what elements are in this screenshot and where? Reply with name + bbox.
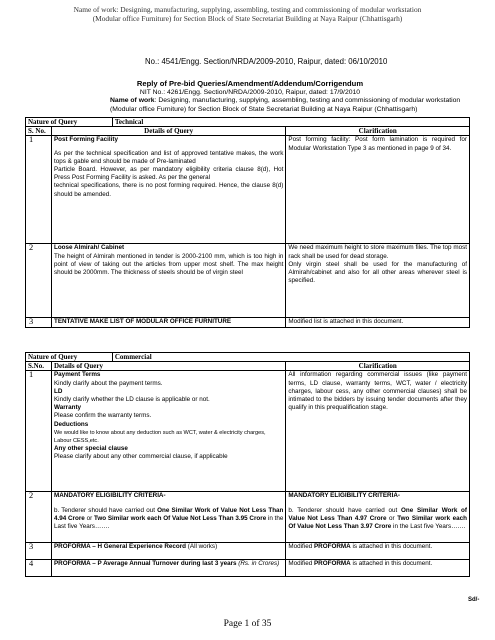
page-number: Page 1 of 35: [223, 619, 272, 629]
query-title: Payment Terms: [53, 371, 101, 379]
technical-query-table: [25, 117, 470, 328]
text-run: Two Similar work each Of Value Not Less Than 3.95 Crore: [93, 514, 267, 522]
commercial-query-table: [25, 352, 470, 577]
signature: Sd/-: [468, 597, 480, 603]
header-line-1: Name of work: Designing, manufacturing, supplying, assembling, testing and commissioning of modular workstation: [73, 5, 422, 14]
query-details: [51, 244, 285, 318]
col-details: Details of Query: [51, 362, 285, 371]
clarification: Modified list is attached in this document.: [286, 318, 470, 327]
text-run: b. Tenderer should have carried out: [53, 506, 158, 514]
query-subtitle: (All works): [186, 543, 218, 551]
query-text: As per the technical specification and list of approved tentative makes, the work tops & gable end should be made of Pre-laminated: [53, 149, 284, 165]
query-details: [51, 492, 285, 543]
query-title: PROFORMA – P Average Annual Turnover during last 3 years: [53, 560, 237, 568]
query-text: [54, 507, 283, 532]
query-subtitle: (Rs. in Crores): [236, 560, 280, 568]
clarification: Post forming facility: Post form lamination is required for Modular Workstation Type 3 as mentioned in page 9 of 34.: [286, 136, 470, 244]
table-row: [26, 136, 470, 244]
nature-value: Commercial: [112, 353, 469, 362]
text-run: or: [386, 514, 398, 522]
clarification-text: Only virgin steel shall be used for the manufacturing of Almirah/cabinet and also for all other areas wherever steel is specified.: [288, 260, 467, 285]
query-title: LD: [53, 387, 63, 395]
col-details: Details of Query: [51, 127, 285, 136]
query-text: Please clarify about any other commercial clause, if applicable: [53, 453, 228, 461]
clarification: [286, 543, 470, 560]
text-run: in the Last five Years…….: [391, 523, 466, 531]
text-run: One Similar Work of Value Not Less Than 4.97 Crore: [288, 506, 467, 522]
section-line: (Modular office Furniture) for Section Block of State Secretariat Building at Naya Raipur (Chhattisgarh): [110, 105, 418, 113]
query-title: MANDATORY ELIGIBILITY CRITERIA-: [53, 492, 166, 500]
text-run: Modified: [288, 543, 314, 551]
text-run: PROFORMA: [313, 560, 351, 568]
row-number: 4: [26, 560, 52, 577]
name-of-work: [100, 97, 488, 106]
text-run: b. Tenderer should have carried out: [288, 506, 401, 514]
query-title: Post Forming Facility: [53, 136, 118, 144]
row-number: 3: [26, 318, 52, 327]
table-row: [26, 318, 470, 327]
col-clarification: Clarification: [286, 362, 470, 371]
query-details: [51, 136, 285, 244]
text-run: is attached in this document.: [350, 560, 433, 568]
col-sno: S. No.: [26, 127, 52, 136]
query-text: The height of Almirah mentioned in tender is 2000-2100 mm, which is too high in point of view of taking out the articles from upper most shelf. The max height should be 2000mm. The thickness of steels should be of virgin steel: [53, 252, 284, 277]
nature-label: Nature of Query: [26, 353, 113, 362]
text-run: Modified: [288, 560, 314, 568]
query-text: Particle Board. However, as per mandatory eligibility criteria clause 8(d), Hot Press Post Forming Facility is asked. As per the general: [53, 166, 284, 182]
query-title: Any other special clause: [53, 445, 128, 453]
table-row: [26, 543, 470, 560]
table-row: [26, 371, 470, 492]
query-details: [51, 560, 285, 577]
text-run: One Similar Work of Value Not Less Than 4.94 Crore: [53, 506, 284, 522]
query-text: Please confirm the warranty terms.: [53, 412, 152, 420]
nature-value: Technical: [112, 118, 469, 127]
clarification: All information regarding commercial issues (like payment terms, LD clause, warranty terms, WCT, water / electricity charges, labour cess, any other commercial clauses) shall be intimated to the bidders by issuing tender documents after they qualify in this prequalification stage.: [286, 371, 470, 492]
clarification: [286, 244, 470, 318]
table-row: [26, 492, 470, 543]
clarification: [286, 492, 470, 543]
query-title: Loose Almirah/ Cabinet: [53, 244, 125, 252]
clarification-title: MANDATORY ELIGIBILITY CRITERIA-: [288, 492, 401, 500]
name-of-work-text: : Designing, manufacturing, supplying, assembling, testing and commissioning of modular workstation: [154, 97, 461, 105]
text-run: or: [84, 514, 94, 522]
row-number: 1: [26, 371, 52, 492]
query-title: TENTATIVE MAKE LIST OF MODULAR OFFICE FURNITURE: [51, 318, 285, 327]
clarification: [286, 560, 470, 577]
text-run: Two Similar work each Of Value Not Less Than 3.97 Crore: [288, 514, 468, 531]
query-title: Warranty: [53, 404, 82, 412]
text-run: PROFORMA: [313, 543, 351, 551]
clarification-text: We need maximum height to store maximum files. The top most rack shall be used for dead storage.: [288, 244, 467, 260]
row-number: 2: [26, 244, 52, 318]
query-title: Deductions: [53, 420, 89, 428]
query-title: PROFORMA – H General Experience Record: [53, 543, 187, 551]
text-run: is attached in this document.: [350, 543, 433, 551]
reference-number: No.: 4541/Engg. Section/NRDA/2009-2010, Raipur, dated: 06/10/2010: [145, 57, 388, 66]
query-text: technical specifications, there is no post forming required. Hence, the clause 8(d) should be amended.: [53, 182, 284, 198]
clarification-text: [288, 507, 467, 532]
nature-label: Nature of Query: [26, 118, 113, 127]
row-number: 3: [26, 543, 52, 560]
name-of-work-label: Name of work: [110, 97, 155, 105]
reply-block: [100, 80, 488, 114]
header-line-2: (Modular office Furniture) for Section Block of State Secretariat Building at Naya Raipur (Chhattisgarh): [92, 14, 403, 23]
row-number: 1: [26, 136, 52, 244]
query-text: Kindly clarify whether the LD clause is applicable or not.: [53, 396, 210, 404]
query-text: Kindly clarify about the payment terms.: [53, 379, 163, 387]
reply-title: Reply of Pre-bid Queries/Amendment/Addendum/Corrigendum: [136, 79, 364, 88]
row-number: 2: [26, 492, 52, 543]
query-details: [51, 371, 285, 492]
col-sno: S.No.: [26, 362, 52, 371]
query-text: We would like to know about any deduction such as WCT, water & electricity charges, Labour CESS,etc.: [53, 429, 266, 445]
query-details: [51, 543, 285, 560]
page-header: [0, 5, 495, 23]
text-run: in the Last five Years…….: [53, 514, 284, 531]
col-clarification: Clarification: [286, 127, 470, 136]
nit-number: NIT No.: 4261/Engg. Section/NRDA/2009-2010, Raipur, dated: 17/9/2010: [139, 88, 361, 96]
table-row: [26, 244, 470, 318]
table-row: [26, 560, 470, 577]
